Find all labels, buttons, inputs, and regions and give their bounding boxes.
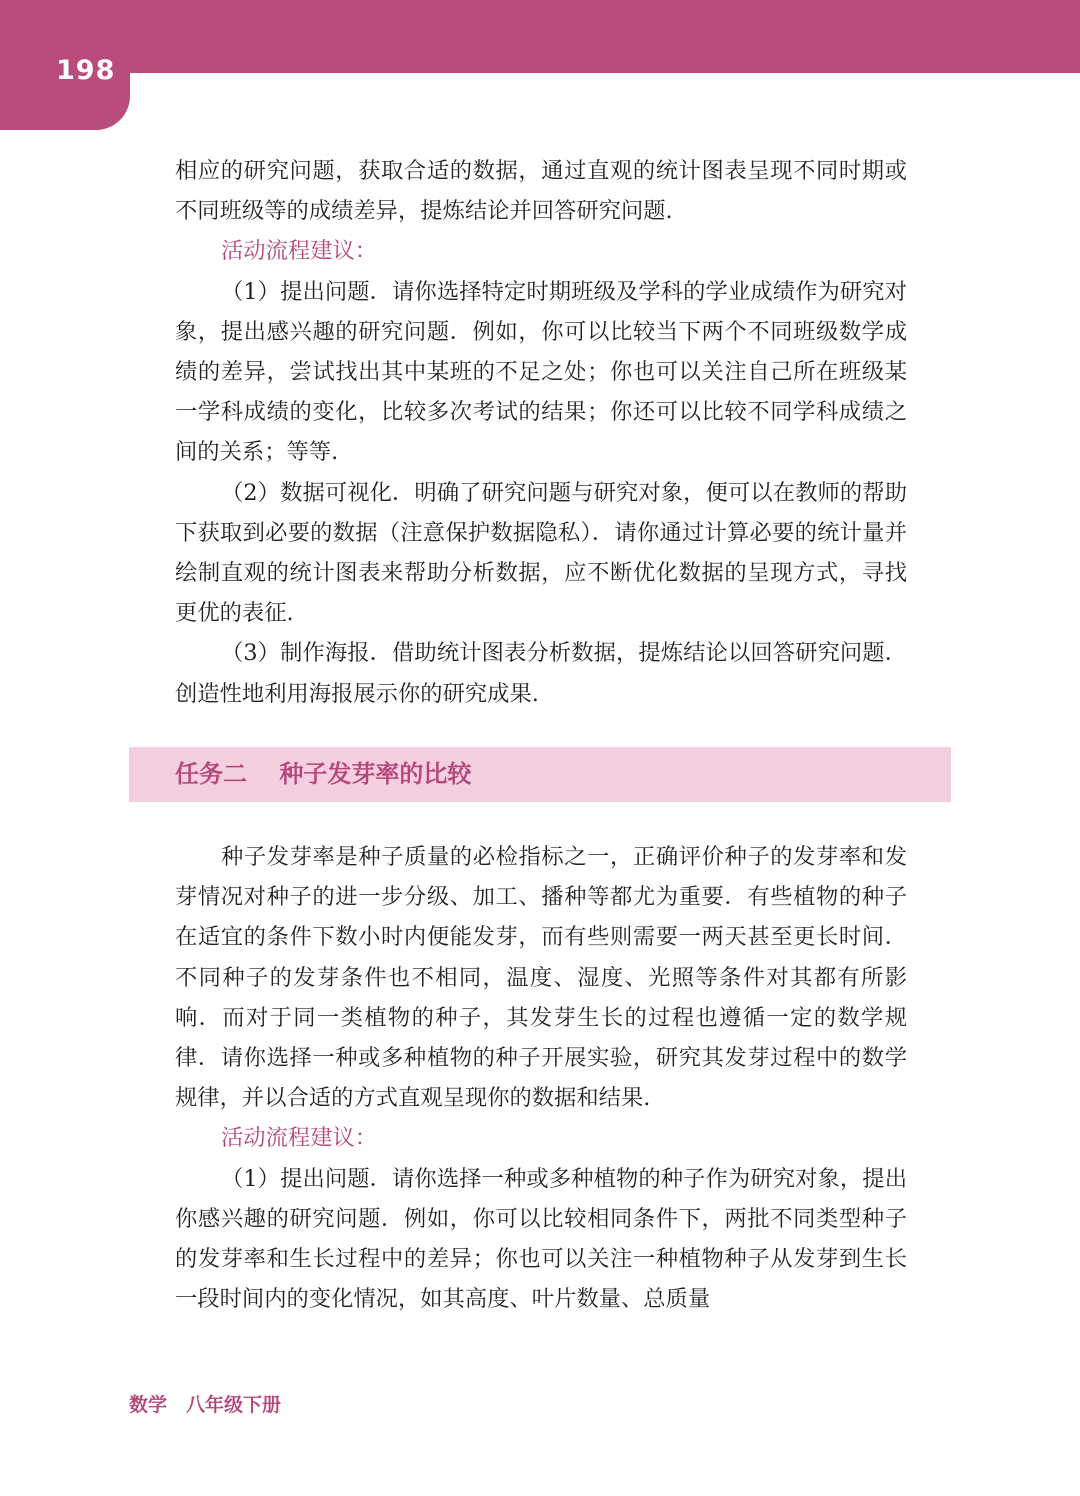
task-intro-paragraph: 种子发芽率是种子质量的必检指标之一，正确评价种子的发芽率和发芽情况对种子的进一步分级、加工、播种等都尤为重要．有些植物的种子在适宜的条件下数小时内便能发芽，而有些则需要一两天甚至更长时间．不同种子的发芽条件也不相同，温度、湿度、光照等条件对其都有所影响．而对于同一类植物的种子，其发芽生长的过程也遵循一定的数学规律．请你选择一种或多种植物的种子开展实验，研究其发芽过程中的数学规律，并以合适的方式直观呈现你的数据和结果. — [175, 844, 907, 1112]
continuation-paragraph: 相应的研究问题，获取合适的数据，通过直观的统计图表呈现不同时期或不同班级等的成绩差异，提炼结论并回答研究问题. — [175, 158, 907, 225]
step-1: （1）提出问题．请你选择特定时期班级及学科的学业成绩作为研究对象，提出感兴趣的研究问题．例如，你可以比较当下两个不同班级数学成绩的差异，尝试找出其中某班的不足之处；你也可以关注自己所在班级某一学科成绩的变化，比较多次考试的结果；你还可以比较不同学科成绩之间的关系；等等. — [175, 278, 907, 466]
page-number-tab — [0, 0, 130, 130]
book-title-footer: 数学 八年级下册 — [129, 1394, 282, 1416]
step-3: （3）制作海报．借助统计图表分析数据，提炼结论以回答研究问题．创造性地利用海报展示你的研究成果. — [175, 640, 907, 707]
page-number: 198 — [56, 55, 116, 86]
section1-body — [175, 151, 907, 714]
header-band — [0, 0, 1080, 73]
task2-body — [175, 837, 907, 1319]
step-1: （1）提出问题．请你选择一种或多种植物的种子作为研究对象，提出你感兴趣的研究问题．例如，你可以比较相同条件下，两批不同类型种子的发芽率和生长过程中的差异；你也可以关注一种植物种子从发芽到生长一段时间内的变化情况，如其高度、叶片数量、总质量 — [175, 1165, 907, 1313]
task-heading-bar — [129, 747, 951, 802]
suggestion-heading: 活动流程建议： — [221, 1125, 378, 1152]
suggestion-heading: 活动流程建议： — [221, 238, 378, 265]
task-title: 任务二 种子发芽率的比较 — [175, 760, 472, 788]
step-2: （2）数据可视化．明确了研究问题与研究对象，便可以在教师的帮助下获取到必要的数据（注意保护数据隐私）．请你通过计算必要的统计量并绘制直观的统计图表来帮助分析数据，应不断优化数据的呈现方式，寻找更优的表征. — [175, 479, 907, 627]
